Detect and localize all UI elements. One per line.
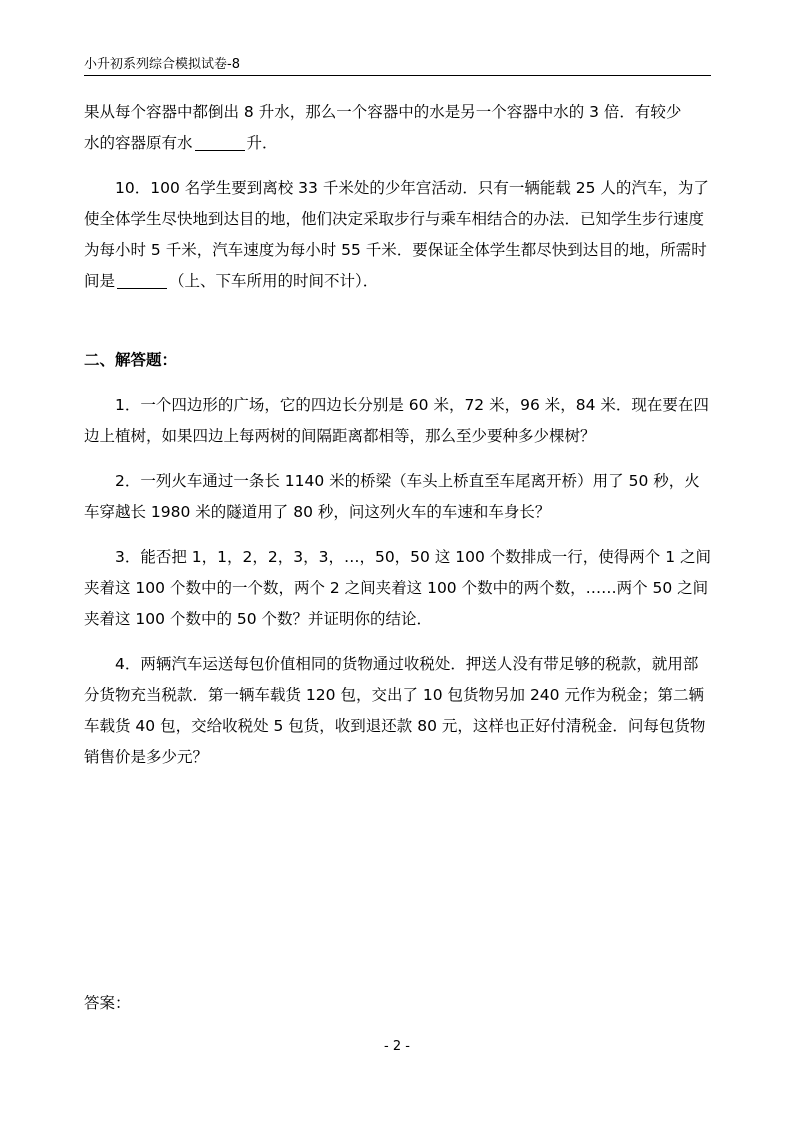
solve-question-4: 4．两辆汽车运送每包价值相同的货物通过收税处．押送人没有带足够的税款，就用部分货物充当税款．第一辆车载货 120 包，交出了 10 包货物另加 240 元作为税金；第二辆车载货 40 包，交给收税处 5 包货，收到退还款 80 元，这样也正好付清税金．问每包货物销售价是多少元？ (84, 655, 706, 766)
section-title-solve: 二、解答题： (84, 351, 178, 369)
answer-blank (195, 132, 245, 151)
continued-text-line2b: 升． (246, 134, 278, 152)
continued-question-9 (84, 97, 712, 159)
continued-text-line2a: 水的容器原有水 (84, 134, 193, 152)
document-body (84, 97, 712, 787)
answer-blank (117, 270, 167, 289)
page-number: - 2 - (384, 1039, 410, 1054)
answer-label: 答案： (84, 994, 131, 1012)
header-divider (84, 75, 711, 76)
page-header-title: 小升初系列综合模拟试卷-8 (84, 57, 240, 72)
question-10-text: 10．100 名学生要到离校 33 千米处的少年宫活动．只有一辆能载 25 人的汽车，为了使全体学生尽快地到达目的地，他们决定采取步行与乘车相结合的办法．已知学生步行速度为每小时 5 千米，汽车速度为每小时 55 千米．要保证全体学生都尽快到达目的地，所需时间是 (84, 179, 709, 290)
solve-question-1: 1．一个四边形的广场，它的四边长分别是 60 米，72 米，96 米，84 米．现在要在四边上植树，如果四边上每两树的间隔距离都相等，那么至少要种多少棵树？ (84, 396, 709, 445)
solve-question-3: 3．能否把 1，1，2，2，3，3，…，50，50 这 100 个数排成一行，使得两个 1 之间夹着这 100 个数中的一个数，两个 2 之间夹着这 100 个数中的两个数，……两个 50 之间夹着这 100 个数中的 50 个数？并证明你的结论． (84, 548, 711, 628)
question-10-text-tail: （上、下车所用的时间不计）． (169, 272, 379, 290)
solve-question-2: 2．一列火车通过一条长 1140 米的桥梁（车头上桥直至车尾离开桥）用了 50 秒，火车穿越长 1980 米的隧道用了 80 秒，问这列火车的车速和车身长？ (84, 472, 700, 521)
question-10 (84, 173, 712, 297)
continued-text-line1: 果从每个容器中都倒出 8 升水，那么一个容器中的水是另一个容器中水的 3 倍．有较少 (84, 103, 682, 121)
